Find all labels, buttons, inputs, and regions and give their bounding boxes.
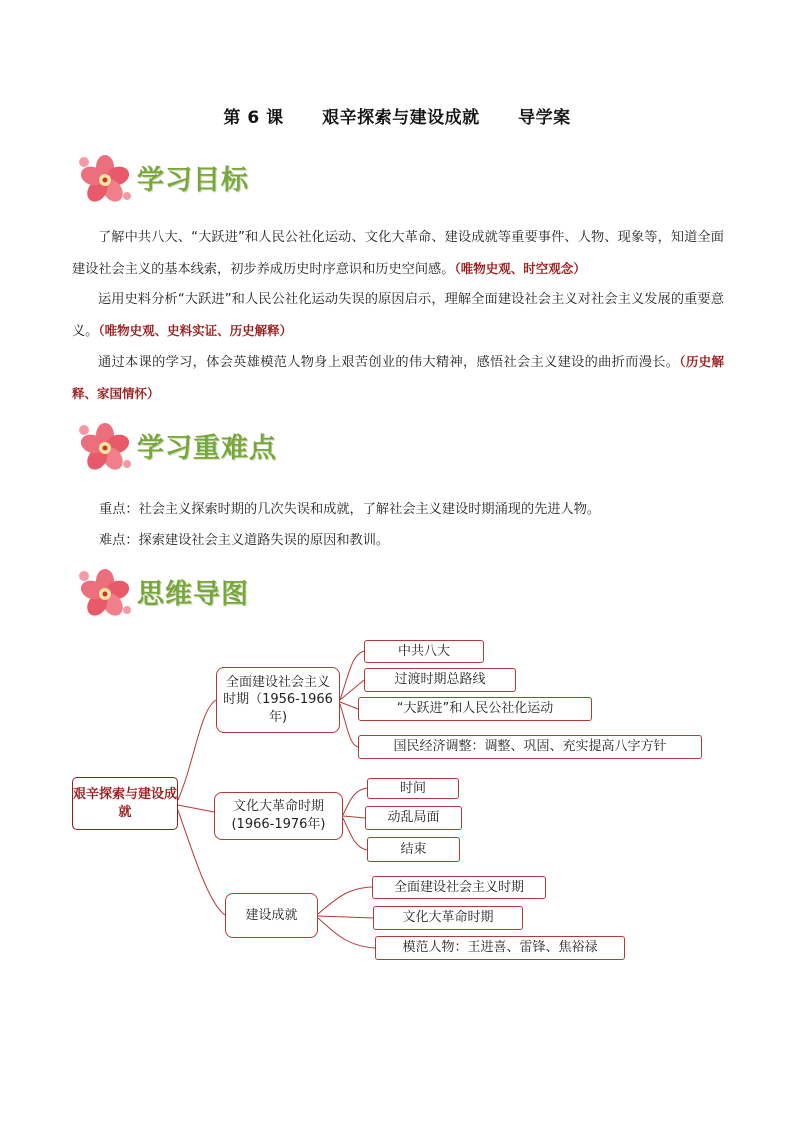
objective-text: 了解中共八大、“大跃进”和人民公社化运动、文化大革命、建设成就等重要事件、人物、现象等，知道全面建设社会主义的基本线索，初步养成历史时序意识和历史空间感。 bbox=[72, 230, 724, 277]
objective-text: 运用史料分析“大跃进”和人民公社化运动失误的原因启示，理解全面建设社会主义对社会主义发展的重要意义。 bbox=[72, 292, 724, 339]
mind-map-leaf: 过渡时期总路线 bbox=[364, 668, 516, 692]
mind-map-leaf: 中共八大 bbox=[364, 640, 484, 663]
core-literacy-tag: （唯物史观、史料实证、历史解释） bbox=[98, 323, 293, 338]
mind-map-leaf: 动乱局面 bbox=[365, 806, 462, 830]
core-literacy-tag: （唯物史观、时空观念） bbox=[454, 261, 586, 276]
objective-text: 通过本课的学习，体会英雄模范人物身上艰苦创业的伟大精神，感悟社会主义建设的曲折而漫长。 bbox=[98, 355, 680, 370]
mind-map-leaf: 文化大革命时期 bbox=[373, 906, 523, 930]
section-title: 学习重难点 bbox=[137, 433, 277, 464]
branch-label: (1966-1976年) bbox=[231, 817, 326, 832]
mind-map-leaf: “大跃进”和人民公社化运动 bbox=[358, 697, 592, 721]
mind-map-leaf: 结束 bbox=[367, 837, 460, 862]
page-title: 第 6 课 艰辛探索与建设成就 导学案 bbox=[223, 108, 571, 128]
key-point: 重点：社会主义探索时期的几次失误和成就，了解社会主义建设时期涌现的先进人物。 bbox=[99, 502, 601, 517]
mind-map-leaf: 全面建设社会主义时期 bbox=[372, 876, 546, 899]
core-literacy-tag: （历史解释、家国情怀） bbox=[72, 354, 724, 401]
mind-map-branch-3: 建设成就 bbox=[225, 893, 318, 938]
mind-map-leaf: 时间 bbox=[367, 778, 459, 799]
mind-map-branch-2 bbox=[214, 792, 343, 840]
mind-map-root: 艰辛探索与建设成就 bbox=[72, 777, 178, 830]
section-title: 学习目标 bbox=[137, 165, 249, 196]
branch-label: 文化大革命时期 bbox=[232, 799, 324, 815]
section-title: 思维导图 bbox=[137, 579, 249, 610]
difficult-point: 难点：探索建设社会主义道路失误的原因和教训。 bbox=[99, 533, 390, 548]
mind-map-leaf: 模范人物：王进喜、雷锋、焦裕禄 bbox=[375, 936, 625, 960]
mind-map-branch-1: 全面建设社会主义时期（1956-1966年) bbox=[216, 667, 340, 733]
connector-line bbox=[178, 700, 216, 800]
mind-map-leaf: 国民经济调整：调整、巩固、充实提高八字方针 bbox=[358, 735, 702, 759]
